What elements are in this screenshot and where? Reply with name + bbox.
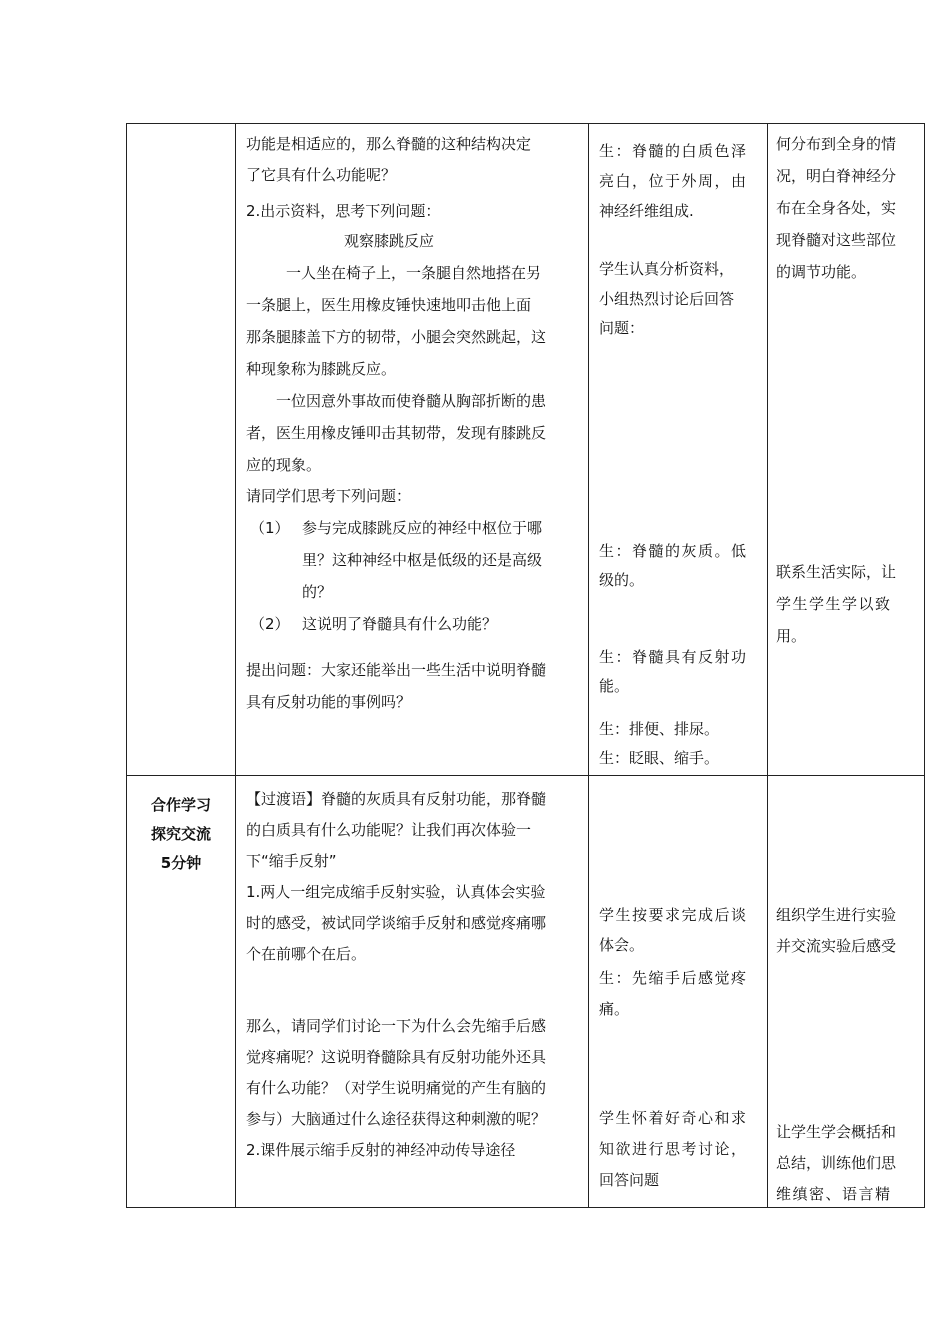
intent-text-line: 何分布到全身的情 xyxy=(776,135,897,153)
question-number: （2） xyxy=(250,615,290,633)
student-text-line: 体会。 xyxy=(599,936,645,954)
intent-text-line: 组织学生进行实验 xyxy=(776,906,897,924)
student-text-line: 生：脊髓的灰质。低 xyxy=(599,542,748,560)
student-text-line: 知欲进行思考讨论， xyxy=(599,1140,748,1158)
teacher-text-line: 具有反射功能的事例吗？ xyxy=(246,693,412,711)
student-text-line: 学生怀着好奇心和求 xyxy=(599,1109,748,1127)
intent-text-line: 布在全身各处，实 xyxy=(776,199,897,217)
table-row xyxy=(127,124,925,776)
teacher-text-line: 2.课件展示缩手反射的神经冲动传导途径 xyxy=(246,1141,516,1159)
section-cell xyxy=(127,124,236,776)
student-text-line: 生：脊髓具有反射功 xyxy=(599,648,748,666)
student-text-line: 小组热烈讨论后回答 xyxy=(599,290,735,308)
design-intent-cell xyxy=(768,124,925,776)
student-text-line: 生：眨眼、缩手。 xyxy=(599,749,720,767)
teacher-text-line: 种现象称为膝跳反应。 xyxy=(246,360,397,378)
intent-text-line: 并交流实验后感受 xyxy=(776,937,897,955)
student-text-line: 神经纤维组成. xyxy=(599,202,694,220)
teacher-text-line: 【过渡语】脊髓的灰质具有反射功能，那脊髓 xyxy=(246,790,547,808)
teacher-text-line: 功能是相适应的，那么脊髓的这种结构决定 xyxy=(246,135,532,153)
teacher-text-line: 有什么功能？（对学生说明痛觉的产生有脑的 xyxy=(246,1079,547,1097)
student-text-line: 生：先缩手后感觉疼 xyxy=(599,969,748,987)
student-activity-cell xyxy=(589,776,768,1208)
section-title-line: 探究交流 xyxy=(150,825,211,843)
teacher-activity-cell xyxy=(236,776,589,1208)
design-intent-cell xyxy=(768,776,925,1208)
intent-text-line: 联系生活实际，让 xyxy=(776,563,897,581)
section-cell xyxy=(127,776,236,1208)
question-text-line: 这说明了脊髓具有什么功能？ xyxy=(302,615,498,633)
table-row xyxy=(127,776,925,1208)
teacher-text-line: 那条腿膝盖下方的韧带，小腿会突然跳起，这 xyxy=(246,328,547,346)
student-text-line: 生：脊髓的白质色泽 xyxy=(599,142,748,160)
material-heading: 观察膝跳反应 xyxy=(344,232,435,250)
teacher-text-line: 那么，请同学们讨论一下为什么会先缩手后感 xyxy=(246,1017,547,1035)
student-text-line: 学生按要求完成后谈 xyxy=(599,906,748,924)
teacher-text-line: 应的现象。 xyxy=(246,456,322,474)
question-text-line: 里？这种神经中枢是低级的还是高级 xyxy=(302,551,543,569)
student-text-line: 亮白，位于外周，由 xyxy=(599,172,748,190)
intent-text-line: 总结，训练他们思 xyxy=(776,1154,897,1172)
intent-text-line: 况，明白脊神经分 xyxy=(776,167,897,185)
student-text-line: 问题： xyxy=(599,319,645,337)
teacher-text-line: 提出问题：大家还能举出一些生活中说明脊髓 xyxy=(246,661,547,679)
teacher-text-line: 下“缩手反射” xyxy=(246,852,337,870)
student-text-line: 级的。 xyxy=(599,571,645,589)
student-text-line: 能。 xyxy=(599,677,630,695)
teacher-text-line: 请同学们思考下列问题： xyxy=(246,487,412,505)
question-number: （1） xyxy=(250,519,290,537)
teacher-text-line: 一人坐在椅子上，一条腿自然地搭在另 xyxy=(286,264,542,282)
question-text-line: 的？ xyxy=(302,583,333,601)
teacher-activity-cell xyxy=(236,124,589,776)
teacher-text-line: 一条腿上，医生用橡皮锤快速地叩击他上面 xyxy=(246,296,532,314)
intent-text-line: 的调节功能。 xyxy=(776,263,867,281)
question-text-line: 参与完成膝跳反应的神经中枢位于哪 xyxy=(302,519,543,537)
intent-text-line: 让学生学会概括和 xyxy=(776,1123,897,1141)
teacher-text-line: 时的感受，被试同学谈缩手反射和感觉疼痛哪 xyxy=(246,914,547,932)
intent-text-line: 维缜密、语言精 xyxy=(776,1185,892,1203)
teacher-text-line: 觉疼痛呢？这说明脊髓除具有反射功能外还具 xyxy=(246,1048,547,1066)
teacher-text-line: 一位因意外事故而使脊髓从胸部折断的患 xyxy=(276,392,547,410)
lesson-plan-table xyxy=(126,123,925,1208)
teacher-text-line: 者，医生用橡皮锤叩击其韧带，发现有膝跳反 xyxy=(246,424,547,442)
student-text-line: 学生认真分析资料， xyxy=(599,260,735,278)
student-activity-cell xyxy=(589,124,768,776)
student-text-line: 痛。 xyxy=(599,1000,630,1018)
section-title-line: 合作学习 xyxy=(150,796,211,814)
student-text-line: 生：排便、排尿。 xyxy=(599,720,720,738)
intent-text-line: 现脊髓对这些部位 xyxy=(776,231,897,249)
teacher-text-line: 个在前哪个在后。 xyxy=(246,945,367,963)
section-duration: 5分钟 xyxy=(160,854,202,872)
teacher-text-line: 2.出示资料，思考下列问题： xyxy=(246,202,441,220)
intent-text-line: 学生学生学以致 xyxy=(776,595,892,613)
teacher-text-line: 参与）大脑通过什么途径获得这种刺激的呢？ xyxy=(246,1110,547,1128)
intent-text-line: 用。 xyxy=(776,627,807,645)
teacher-text-line: 了它具有什么功能呢？ xyxy=(246,166,397,184)
student-text-line: 回答问题 xyxy=(599,1171,660,1189)
teacher-text-line: 1.两人一组完成缩手反射实验，认真体会实验 xyxy=(246,883,546,901)
teacher-text-line: 的白质具有什么功能呢？让我们再次体验一 xyxy=(246,821,532,839)
